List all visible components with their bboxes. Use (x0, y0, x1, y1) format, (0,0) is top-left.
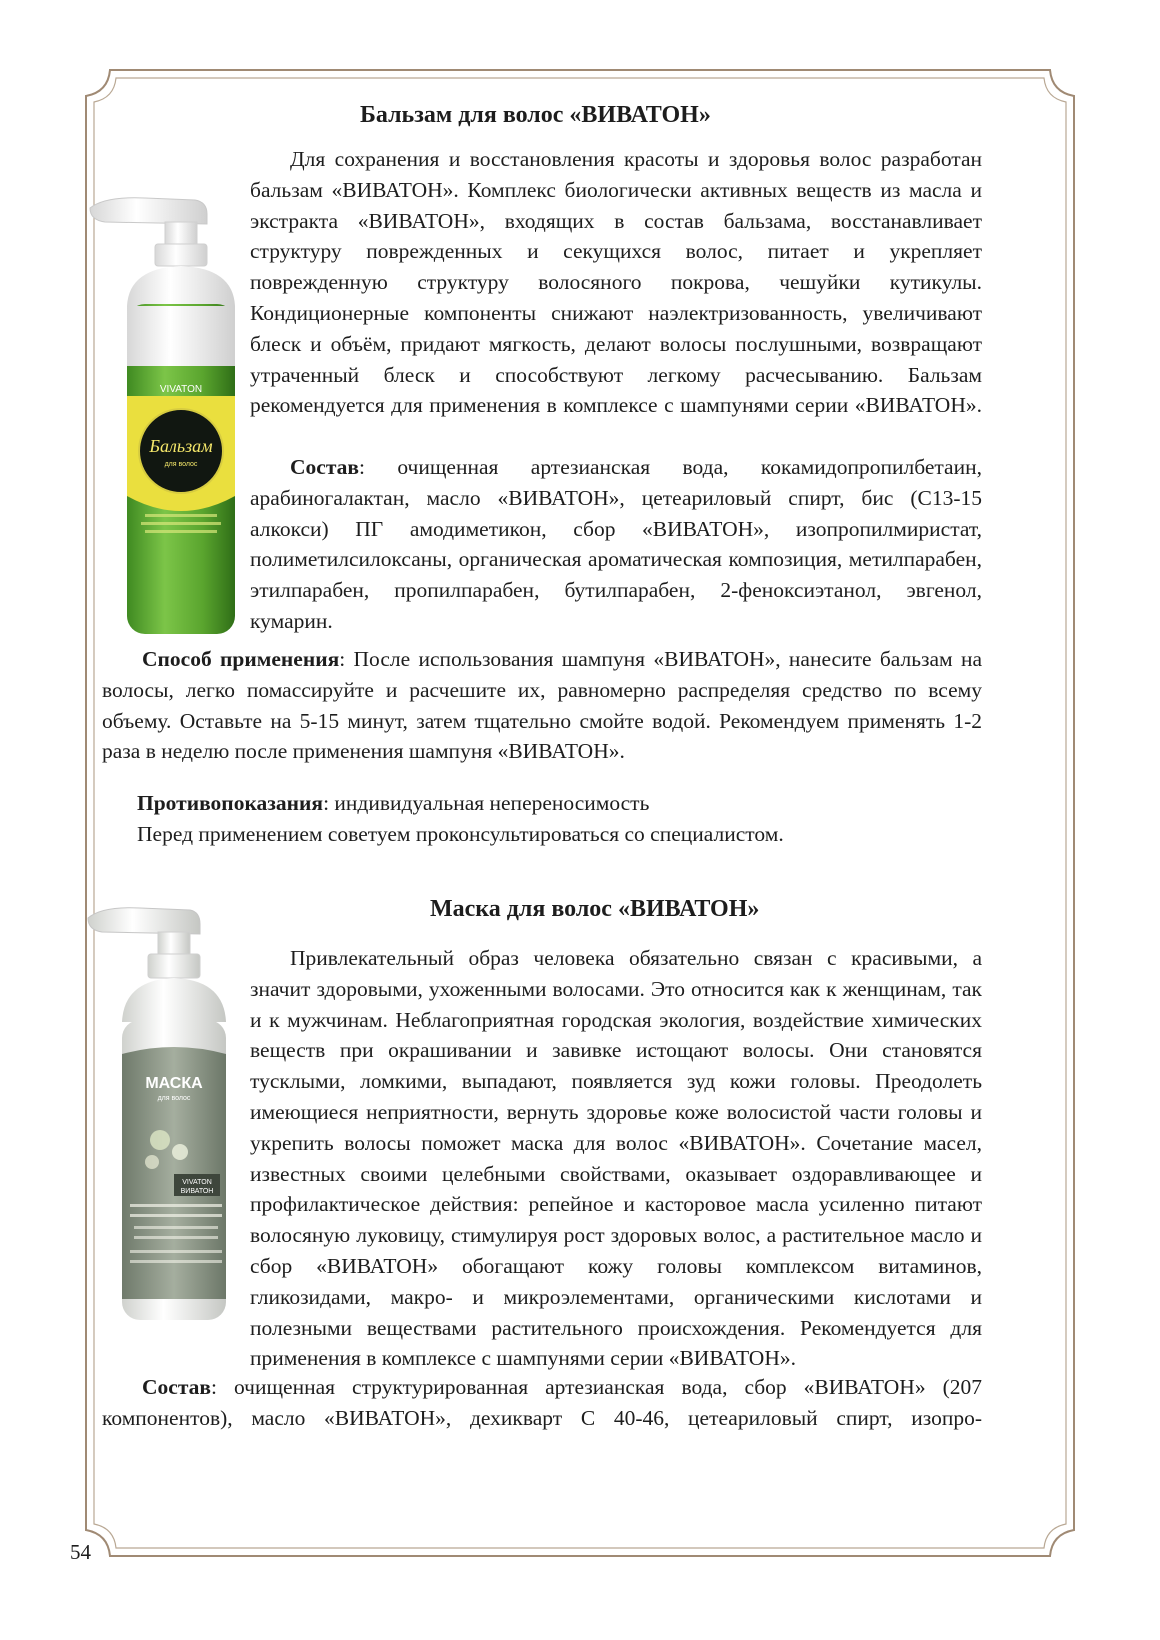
section1-usage-text: : После использования шампуня «ВИВАТОН», нанесите бальзам на волосы, легко помассируйте и расчешите их, равномерно распределяя средство по всему объему. Оставьте на 5-15 минут, затем тщательно смойте водой. Рекомендуем применять 1-2 раза в неделю после применения шампуня «ВИВАТОН». (102, 647, 982, 764)
page-number: 54 (70, 1540, 91, 1564)
section1-contra-label: Противопоказания (137, 791, 324, 815)
section1-contra-text: : индивидуальная непереносимость (323, 791, 650, 815)
section1-usage (102, 644, 982, 767)
section1-composition (250, 452, 982, 637)
balm-bottle-image (85, 196, 255, 646)
section1-composition-label: Состав (290, 455, 360, 479)
section1-intro: Для сохранения и восстановления красоты и здоровья волос разработан бальзам «ВИВАТОН». Комплекс биологически активных веществ из масла и экстракта «ВИВАТОН», входящих в состав бальзама, восстанавливает структуру поврежденных и секущихся волос, питает и укрепляет поврежденную структуру волосяного покрова, чешуйки кутикулы. Кондиционерные компоненты снижают наэлектризованность, увеличивают блеск и объём, придают мягкость, делают волосы послушными, возвращают утраченный блеск и способствуют легкому расчесыванию. Бальзам рекомендуется для применения в комплексе с шампунями серии «ВИВАТОН». (250, 147, 982, 418)
section1-advice-text: Перед применением советуем проконсультироваться со специалистом. (137, 821, 784, 846)
balm-brand-text: VIVATON (159, 384, 203, 395)
mask-name-text: МАСКА (145, 1075, 203, 1092)
section1-usage-label: Способ применения (142, 647, 340, 671)
section2-intro: Привлекательный образ человека обязательно связан с красивыми, а значит здоровыми, ухоженными волосами. Это относится как к женщинам, так и к мужчинам. Неблагоприятная городская экология, воздействие химических веществ при окрашивании и завивке истощают волосы. Они становятся тусклыми, ломкими, выпадают, появляется зуд кожи головы. Преодолеть имеющиеся неприятности, вернуть здоровье коже волосистой части головы и укрепить волосы поможет маска для волос «ВИВАТОН». Сочетание масел, известных своими целебными свойствами, оказывает оздоравливающее и профилактическое действия: репейное и касторовое масла усиленно питают волосяную луковицу, стимулируя рост здоровых волос, а растительное масло и сбор «ВИВАТОН» обогащают кожу головы комплексом витаминов, гликозидами, макро- и микроэлементами, органическими кислотами и полезными веществами растительного происхождения. Рекомендуется для применения в комплексе с шампунями серии «ВИВАТОН». (250, 946, 982, 1371)
section2-composition (102, 1372, 982, 1434)
section2-composition-label: Состав (142, 1375, 212, 1399)
section2-title: Маска для волос «ВИВАТОН» (430, 896, 760, 922)
mask-bottle-image (82, 904, 242, 1324)
section1-contraindications (137, 788, 982, 850)
section1-composition-text: : очищенная артезианская вода, кокамидопропилбетаин, арабиногалактан, масло «ВИВАТОН», цетеариловый спирт, бис (С13-15 алкокси) ПГ амодиметикон, сбор «ВИВАТОН», изопропилмиристат, полиметилсилоксаны, органическая ароматическая композиция, метилпарабен, этилпарабен, пропилпарабен, бутилпарабен, 2-феноксиэтанол, эвгенол, кумарин. (250, 455, 982, 633)
mask-brand1-text: VIVATON (182, 1179, 212, 1186)
section2-composition-text: : очищенная структурированная артезианская вода, сбор «ВИВАТОН» (207 компонентов), масло «ВИВАТОН», дехикварт С 40-46, цетеариловый спирт, изопро- (102, 1375, 982, 1430)
balm-name-text: Бальзам (149, 436, 213, 456)
mask-sub-text: для волос (157, 1095, 191, 1102)
mask-brand2-text: ВИВАТОН (180, 1188, 214, 1195)
section1-title: Бальзам для волос «ВИВАТОН» (360, 102, 711, 128)
balm-sub-text: для волос (164, 461, 198, 468)
